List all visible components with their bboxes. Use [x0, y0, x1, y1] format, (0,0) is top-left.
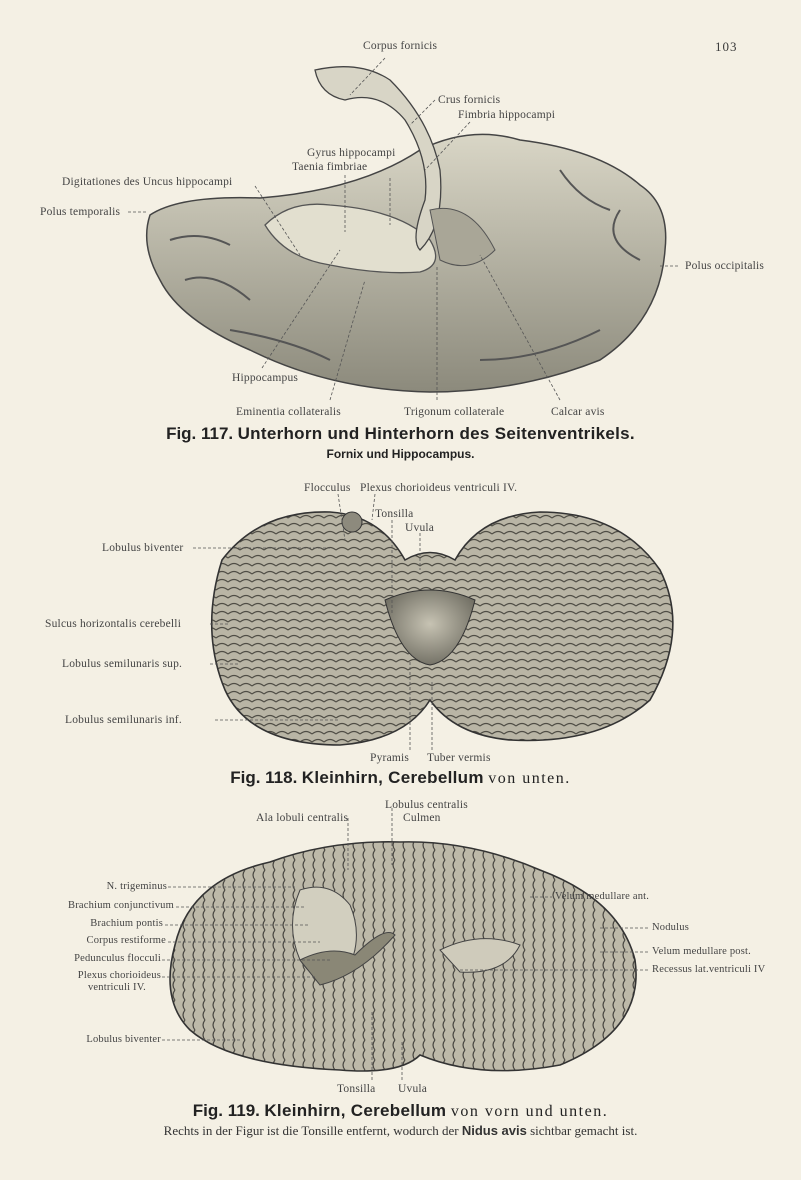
label-ala-lobuli-centralis: Ala lobuli centralis	[256, 812, 349, 824]
label-calcar-avis: Calcar avis	[551, 406, 605, 418]
label-velum-medullare-post: Velum medullare post.	[652, 946, 751, 957]
label-hippocampus: Hippocampus	[232, 372, 299, 384]
label-culmen: Culmen	[403, 812, 441, 824]
label-plexus-chorioideus-iv: Plexus chorioideus	[77, 970, 161, 981]
note-text-post: sichtbar gemacht ist.	[530, 1123, 638, 1138]
label-ventriculi-iv: ventriculi IV.	[87, 982, 146, 993]
label-lobulus-centralis: Lobulus centralis	[385, 799, 468, 811]
fig118-number: Fig. 118.	[230, 768, 298, 787]
label-lobulus-biventer-119: Lobulus biventer	[86, 1034, 161, 1045]
label-pedunculus-flocculi: Pedunculus flocculi	[74, 953, 161, 964]
fig117-title: Unterhorn und Hinterhorn des Seitenventrikels.	[237, 424, 635, 443]
fig119-number: Fig. 119.	[192, 1101, 260, 1120]
label-eminentia-collateralis: Eminentia collateralis	[236, 406, 341, 418]
fig117-subcaption: Fornix und Hippocampus.	[326, 447, 475, 461]
label-crus-fornicis: Crus fornicis	[438, 94, 501, 106]
fig119-note	[0, 1123, 801, 1139]
label-lobulus-semilunaris-sup: Lobulus semilunaris sup.	[62, 658, 183, 670]
label-n-trigeminus: N. trigeminus	[106, 881, 167, 892]
fig117-caption	[0, 424, 801, 444]
fig119-illustration	[170, 842, 636, 1071]
label-sulcus-horizontalis: Sulcus horizontalis cerebelli	[45, 618, 182, 630]
page-number: 103	[715, 39, 738, 54]
label-pyramis: Pyramis	[370, 752, 410, 764]
label-gyrus-hippocampi: Gyrus hippocampi	[307, 147, 396, 159]
label-polus-occipitalis: Polus occipitalis	[685, 260, 765, 272]
label-plexus-chorioideus: Plexus chorioideus ventriculi IV.	[360, 482, 518, 494]
label-recessus-lat: Recessus lat.ventriculi IV	[652, 964, 766, 975]
label-corpus-restiforme: Corpus restiforme	[86, 935, 166, 946]
fig119-title: Kleinhirn, Cerebellum	[264, 1101, 447, 1120]
label-tonsilla-119: Tonsilla	[337, 1083, 376, 1095]
label-brachium-conjunctivum: Brachium conjunctivum	[68, 900, 174, 911]
fig118-title: Kleinhirn, Cerebellum	[301, 768, 484, 787]
fig119-subtitle: von vorn und unten.	[450, 1103, 609, 1120]
label-digitationes: Digitationes des Uncus hippocampi	[62, 176, 233, 188]
label-taenia-fimbriae: Taenia fimbriae	[292, 161, 368, 173]
label-polus-temporalis: Polus temporalis	[40, 206, 121, 218]
label-flocculus: Flocculus	[304, 482, 351, 494]
fig117-illustration	[147, 67, 666, 392]
fig117-number: Fig. 117.	[166, 424, 234, 443]
label-nodulus: Nodulus	[652, 922, 689, 933]
label-corpus-fornicis: Corpus fornicis	[363, 40, 438, 52]
label-fimbria-hippocampi: Fimbria hippocampi	[458, 109, 556, 121]
label-tuber-vermis: Tuber vermis	[427, 752, 491, 764]
fig118-caption	[0, 768, 801, 788]
label-lobulus-semilunaris-inf: Lobulus semilunaris inf.	[65, 714, 182, 726]
label-velum-medullare-ant: Velum medullare ant.	[555, 891, 650, 902]
note-text-bold: Nidus avis	[461, 1123, 527, 1138]
label-uvula-119: Uvula	[398, 1083, 428, 1095]
label-trigonum-collaterale: Trigonum collaterale	[404, 406, 505, 418]
label-lobulus-biventer: Lobulus biventer	[102, 542, 184, 554]
label-brachium-pontis: Brachium pontis	[90, 918, 163, 929]
label-tonsilla: Tonsilla	[375, 508, 414, 520]
fig118-illustration	[212, 512, 673, 745]
note-text-pre: Rechts in der Figur ist die Tonsille entfernt, wodurch der	[163, 1123, 459, 1138]
label-uvula: Uvula	[405, 522, 435, 534]
fig118-subtitle: von unten.	[488, 770, 571, 787]
fig119-caption	[0, 1101, 801, 1121]
